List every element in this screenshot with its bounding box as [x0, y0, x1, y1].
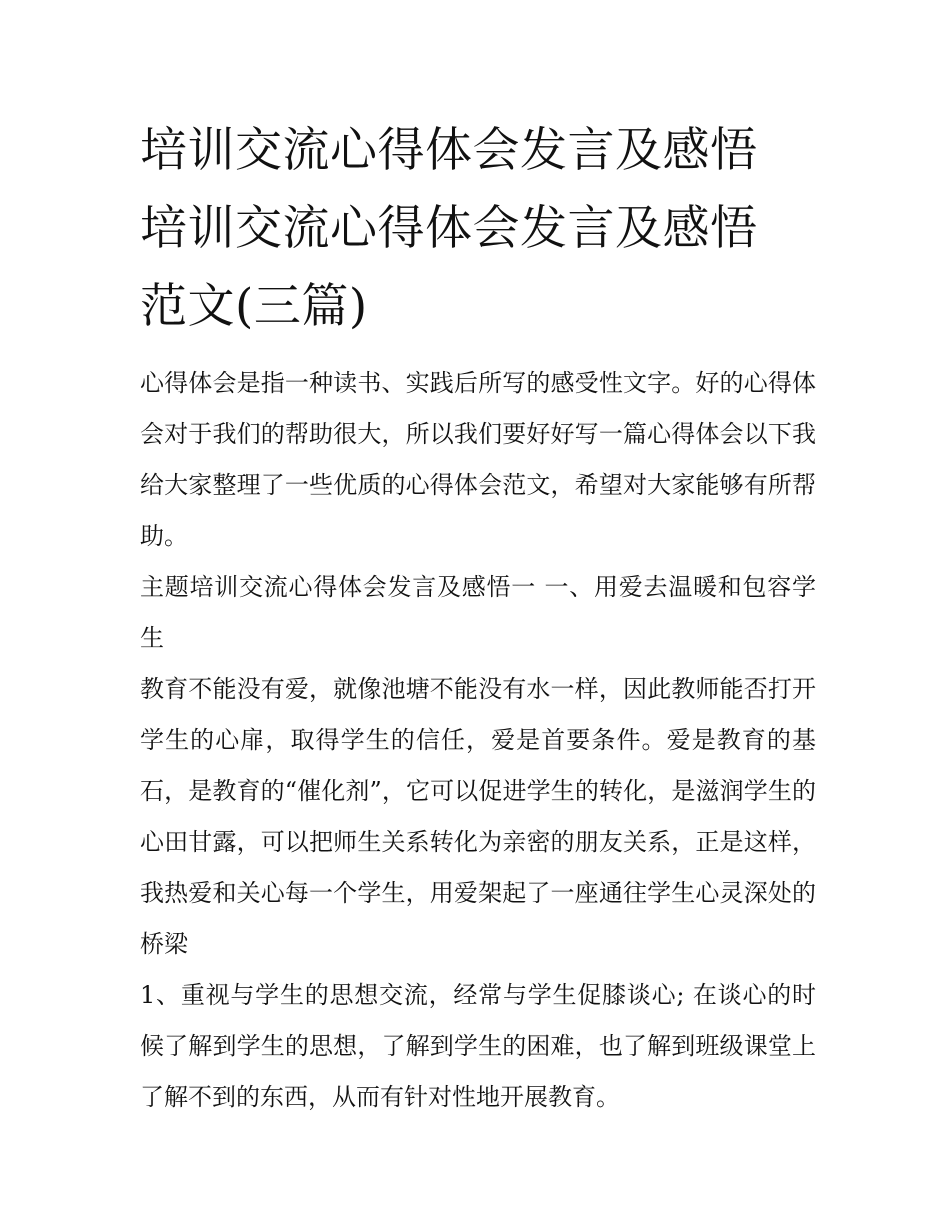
title-line: 范文(三篇) [140, 279, 368, 334]
document-title [140, 112, 816, 346]
document-body [140, 358, 816, 1123]
document-page [140, 112, 816, 1123]
list-item-paragraph: 1、重视与学生的思想交流，经常与学生促膝谈心; 在谈心的时候了解到学生的思想，了解到学生的困难，也了解到班级课堂上了解不到的东西，从而有针对性地开展教育。 [140, 981, 816, 1111]
section-heading-paragraph: 主题培训交流心得体会发言及感悟一 一、用爱去温暖和包容学生 [140, 573, 816, 652]
intro-paragraph: 心得体会是指一种读书、实践后所写的感受性文字。好的心得体会对于我们的帮助很大，所以我们要好好写一篇心得体会以下我给大家整理了一些优质的心得体会范文，希望对大家能够有所帮助。 [140, 369, 816, 550]
body-paragraph: 教育不能没有爱，就像池塘不能没有水一样，因此教师能否打开学生的心扉，取得学生的信任，爱是首要条件。爱是教育的基石，是教育的“催化剂”，它可以促进学生的转化，是滋润学生的心田甘露，可以把师生关系转化为亲密的朋友关系，正是这样，我热爱和关心每一个学生，用爱架起了一座通往学生心灵深处的桥梁 [140, 675, 816, 958]
title-line: 培训交流心得体会发言及感悟 [140, 201, 758, 256]
title-line: 培训交流心得体会发言及感悟 [140, 123, 758, 178]
